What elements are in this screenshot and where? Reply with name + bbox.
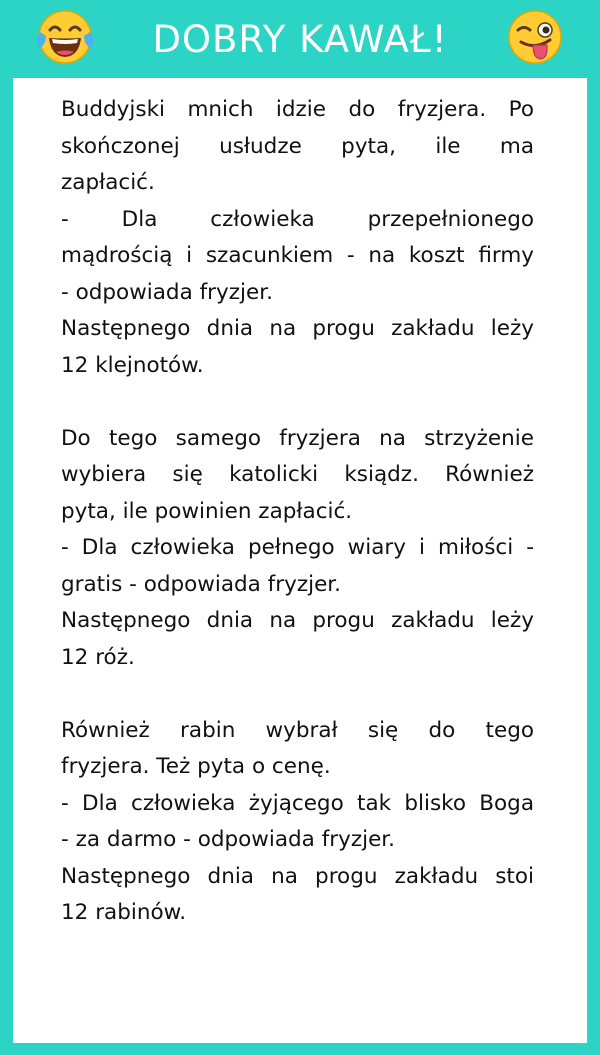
header-banner	[0, 0, 600, 78]
joke-line: - Dla człowieka żyjącego tak blisko Boga	[61, 790, 534, 816]
joke-line: 12 rabinów.	[61, 900, 187, 925]
joke-line: - Dla człowieka pełnego wiary i miłości -	[61, 535, 534, 560]
joke-paragraph-2	[61, 421, 534, 677]
winking-tongue-emoji-icon	[506, 8, 564, 66]
joke-line: Buddyjski mnich idzie do fryzjera. Po	[61, 97, 534, 122]
joke-line: Również rabin wybrał się do tego	[61, 717, 534, 743]
joke-line: - Dla człowieka przepełnionego	[61, 206, 534, 232]
joke-line: Następnego dnia na progu zakładu leży	[61, 608, 534, 633]
page-title: DOBRY KAWAŁ!	[152, 18, 448, 61]
joke-line: zapłacić.	[61, 170, 155, 195]
joke-text	[61, 92, 534, 968]
joke-line: skończonej usłudze pyta, ile ma	[61, 133, 534, 159]
joke-line: Następnego dnia na progu zakładu stoi	[61, 863, 534, 889]
joke-line: mądrością i szacunkiem - na koszt firmy	[61, 243, 534, 268]
joke-line: 12 klejnotów.	[61, 352, 204, 378]
joke-line: gratis - odpowiada fryzjer.	[61, 571, 342, 597]
joke-line: Do tego samego fryzjera na strzyżenie	[61, 425, 534, 451]
joke-line: pyta, ile powinien zapłacić.	[61, 498, 353, 524]
joke-line: wybiera się katolicki ksiądz. Również	[61, 462, 534, 487]
joke-paragraph-3	[61, 713, 534, 932]
joke-paragraph-1	[61, 92, 534, 384]
joke-line: - odpowiada fryzjer.	[61, 279, 273, 305]
joke-line: fryzjera. Też pyta o cenę.	[61, 754, 331, 779]
joke-line: - za darmo - odpowiada fryzjer.	[61, 827, 396, 852]
joke-line: Następnego dnia na progu zakładu leży	[61, 316, 534, 341]
joke-line: 12 róż.	[61, 644, 135, 670]
